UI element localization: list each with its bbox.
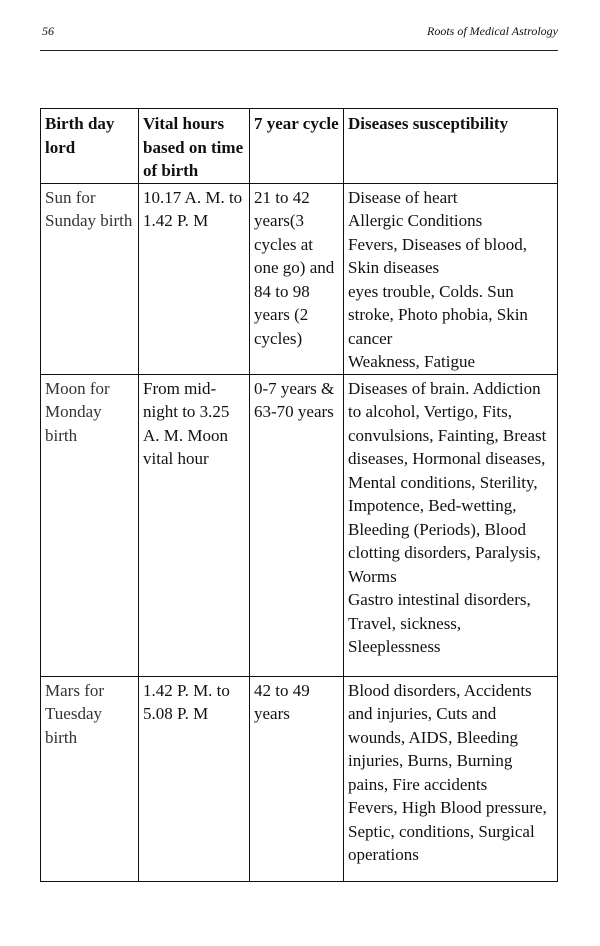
cell-lord: Mars for Tuesday birth: [41, 676, 139, 881]
cell-diseases: [344, 374, 558, 676]
disease-line: Allergic Conditions: [348, 211, 483, 230]
disease-line: Fevers, Diseases of blood, Skin diseases: [348, 234, 527, 277]
disease-line: Diseases of brain. Addiction to alcohol, Vertigo, Fits, convulsions, Fainting, Breast diseases, Hormonal diseases, Mental conditions, Sterility, Impotence, Bed-wetting, Bleeding (Periods), Blood clotting disorders, Paralysis, Worms: [348, 378, 547, 586]
disease-line: Fevers, High Blood pressure, Septic, conditions, Surgical operations: [348, 798, 547, 864]
table-header-row: [41, 109, 558, 184]
column-header-cycle: 7 year cycle: [250, 109, 344, 184]
table-row: [41, 374, 558, 676]
disease-line: Weakness, Fatigue: [348, 352, 476, 371]
cell-vital-hours: From mid-night to 3.25 A. M. Moon vital hour: [139, 374, 250, 676]
cell-diseases: [344, 183, 558, 374]
cell-cycle: 42 to 49 years: [250, 676, 344, 881]
disease-line: Blood disorders, Accidents and injuries, Cuts and wounds, AIDS, Bleeding injuries, Burns, Burning pains, Fire accidents: [348, 680, 532, 794]
column-header-diseases: Diseases susceptibility: [344, 109, 558, 184]
cell-diseases: [344, 676, 558, 881]
cell-vital-hours: 10.17 A. M. to 1.42 P. M: [139, 183, 250, 374]
astrology-table: [40, 108, 558, 882]
table-row: [41, 676, 558, 881]
cell-cycle: 0-7 years & 63-70 years: [250, 374, 344, 676]
column-header-vital-hours: Vital hours based on time of birth: [139, 109, 250, 184]
disease-line: Gastro intestinal disorders, Travel, sickness, Sleeplessness: [348, 590, 531, 656]
cell-lord: Moon for Monday birth: [41, 374, 139, 676]
running-title: Roots of Medical Astrology: [427, 24, 558, 38]
page-number: 56: [42, 24, 54, 38]
column-header-lord: Birth day lord: [41, 109, 139, 184]
disease-line: eyes trouble, Colds. Sun stroke, Photo phobia, Skin cancer: [348, 281, 528, 348]
cell-cycle: 21 to 42 years(3 cycles at one go) and 84 to 98 years (2 cycles): [250, 183, 344, 374]
disease-line: Disease of heart: [348, 187, 458, 207]
cell-lord: Sun for Sunday birth: [41, 183, 139, 374]
header-rule: [40, 50, 558, 51]
table-row: [41, 183, 558, 374]
cell-vital-hours: 1.42 P. M. to 5.08 P. M: [139, 676, 250, 881]
